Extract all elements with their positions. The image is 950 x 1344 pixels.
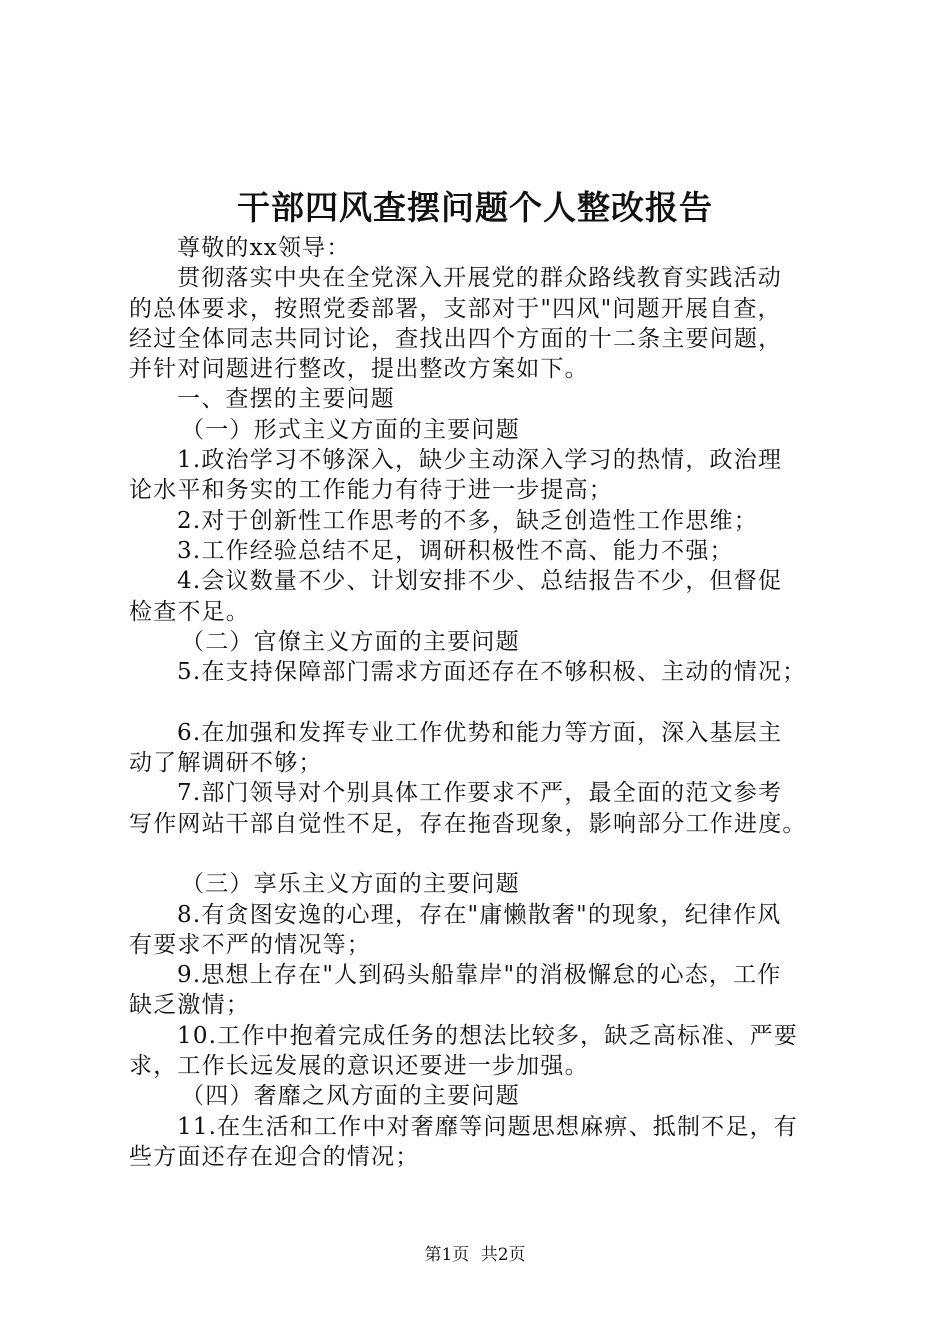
text-line: 贯彻落实中央在全党深入开展党的群众路线教育实践活动 [177, 265, 782, 292]
text-line: 并针对问题进行整改，提出整改方案如下。 [129, 356, 589, 383]
text-line: 有要求不严的情况等； [129, 931, 371, 958]
text-line: 缺乏激情； [129, 992, 250, 1019]
text-line: 求，工作长远发展的意识还要进一步加强。 [129, 1053, 589, 1080]
text-line: （一）形式主义方面的主要问题 [181, 416, 520, 443]
text-line: 6.在加强和发挥专业工作优势和能力等方面，深入基层主 [177, 719, 783, 746]
text-line: 尊敬的xx领导： [177, 235, 351, 261]
text-line: 检查不足。 [129, 598, 250, 625]
text-line: 写作网站干部自觉性不足，存在拖沓现象，影响部分工作进度。 [129, 810, 807, 837]
blank-line [129, 687, 845, 717]
text-line: 8.有贪图安逸的心理，存在"庸懒散奢"的现象，纪律作风 [177, 901, 782, 928]
text-line: （二）官僚主义方面的主要问题 [181, 628, 520, 655]
text-line: 动了解调研不够； [129, 750, 323, 777]
text-line: 些方面还存在迎合的情况； [129, 1143, 420, 1170]
text-line: 经过全体同志共同讨论，查找出四个方面的十二条主要问题， [129, 325, 783, 352]
text-line: 5.在支持保障部门需求方面还存在不够积极、主动的情况； [177, 659, 807, 686]
page-total: 共2页 [480, 1245, 526, 1265]
text-line: 一、查摆的主要问题 [177, 386, 395, 413]
page-number: 第1页 [424, 1245, 470, 1265]
text-line: 9.思想上存在"人到码头船靠岸"的消极懈怠的心态，工作 [177, 962, 782, 989]
text-line: 7.部门领导对个别具体工作要求不严，最全面的范文参考 [177, 780, 783, 807]
text-line: 的总体要求，按照党委部署，支部对于"四风"问题开展自查， [129, 295, 782, 322]
text-line: 11.在生活和工作中对奢靡等问题思想麻痹、抵制不足，有 [177, 1113, 798, 1140]
text-line: 1.政治学习不够深入，缺少主动深入学习的热情，政治理 [177, 447, 783, 474]
text-line: （三）享乐主义方面的主要问题 [181, 871, 520, 898]
document-body [129, 233, 845, 1172]
text-line: 10.工作中抱着完成任务的想法比较多，缺乏高标准、严要 [177, 1022, 798, 1049]
text-line: 2.对于创新性工作思考的不多，缺乏创造性工作思维； [177, 507, 758, 534]
text-line: 3.工作经验总结不足，调研积极性不高、能力不强； [177, 537, 734, 564]
page-footer [0, 1243, 950, 1267]
text-line: 论水平和务实的工作能力有待于进一步提高； [129, 477, 613, 504]
text-line: 4.会议数量不少、计划安排不少、总结报告不少，但督促 [177, 568, 783, 595]
blank-line [129, 839, 845, 869]
text-line: （四）奢靡之风方面的主要问题 [181, 1083, 520, 1110]
document-title: 干部四风查摆问题个人整改报告 [237, 188, 713, 227]
